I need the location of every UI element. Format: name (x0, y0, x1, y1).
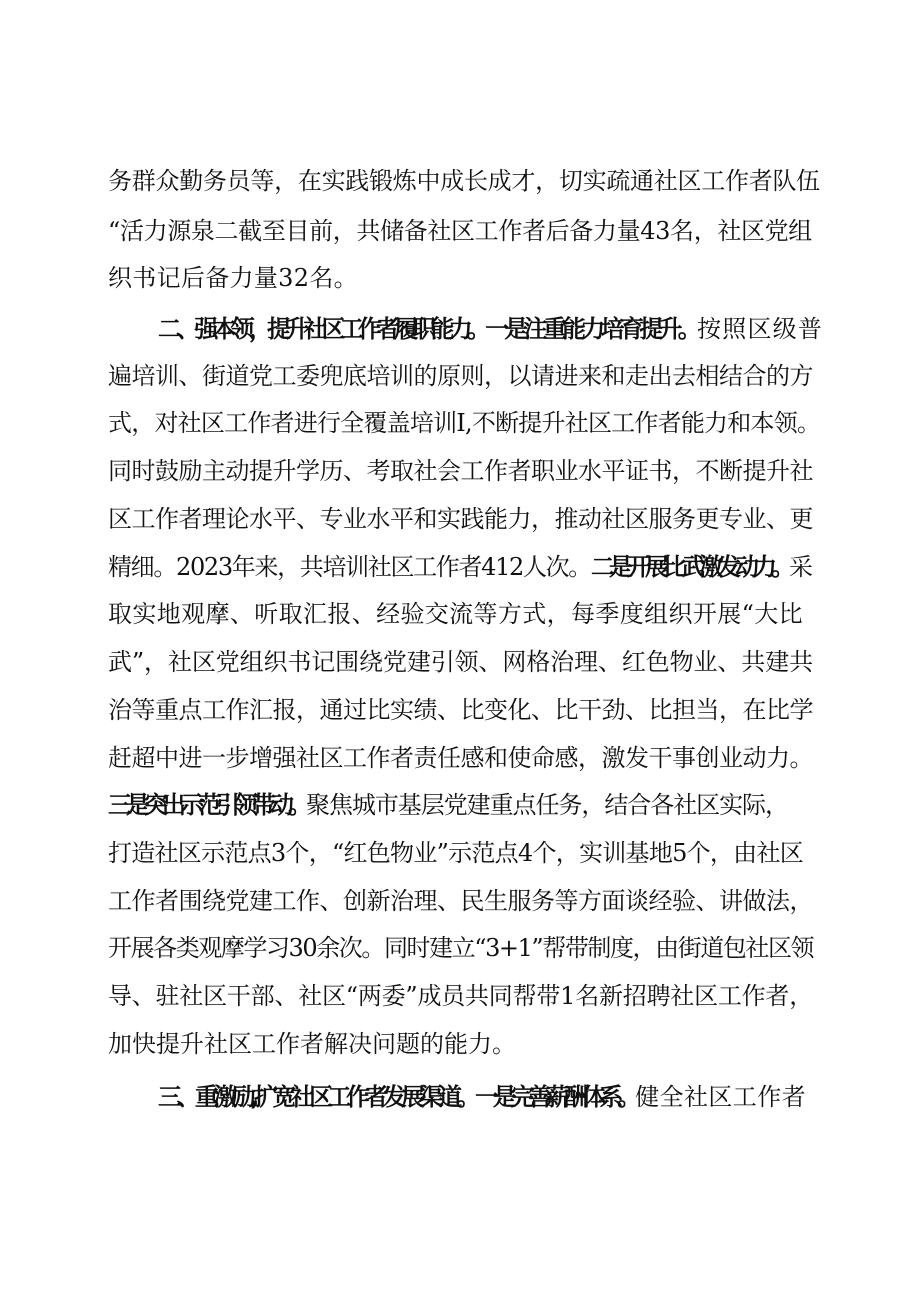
section-heading: 三、重激励,扩宽社区工作者发展渠道。 (158, 1083, 476, 1111)
subheading: 三是突出示范引领带动。 (108, 791, 306, 819)
subheading: 一是完善薪酬体系。 (475, 1083, 636, 1111)
line-text: 赶超中进一步增强社区工作者责任感和使命感，激发干事创业动力。 (108, 744, 813, 772)
text-line (108, 647, 813, 677)
section-heading-line (158, 1082, 806, 1112)
line-text: 打造社区示范点3个，“红色物业”示范点4个，实训基地5个，由社区 (108, 839, 803, 867)
line-text: 织书记后备力量32名。 (108, 264, 358, 292)
line-text: 精细。2023年来，共培训社区工作者412人次。 (108, 553, 591, 581)
line-text: 务群众勤务员等，在实践锻炼中成长成才，切实疏通社区工作者队伍 (108, 167, 820, 195)
text-line (108, 552, 813, 582)
text-line (108, 981, 813, 1011)
subheading: 一是注重能力培育提升。 (485, 315, 698, 343)
line-text: 导、驻社区干部、社区“两委”成员共同帮带1名新招聘社区工作者， (108, 982, 813, 1010)
text-line (108, 263, 358, 293)
line-text: 聚焦城市基层党建重点任务，结合各社区实际， (306, 791, 788, 819)
text-line (108, 886, 813, 916)
line-text: 治等重点工作汇报，通过比实绩、比变化、比干劲、比担当，在比学 (108, 696, 813, 724)
line-text: “活力源泉二截至目前，共储备社区工作者后备力量43名，社区党组 (108, 217, 812, 245)
text-line (108, 216, 812, 246)
line-text: 武”，社区党组织书记围绕党建引领、网格治理、红色物业、共建共 (108, 648, 813, 676)
line-text: 取实地观摩、听取汇报、经验交流等方式，每季度组织开展“大比 (108, 600, 803, 628)
text-line (108, 504, 813, 534)
text-line (108, 1029, 516, 1059)
line-text: 加快提升社区工作者解决问题的能力。 (108, 1030, 516, 1058)
text-line (108, 933, 813, 963)
subheading: 二是开展比武激发动力。 (590, 553, 789, 581)
text-line (108, 408, 820, 438)
text-line (108, 166, 820, 196)
line-text: 区工作者理论水平、专业水平和实践能力，推动社区服务更专业、更 (108, 505, 813, 533)
text-line (108, 838, 803, 868)
line-text: 采 (788, 553, 813, 581)
text-line (108, 361, 813, 391)
text-line (108, 695, 813, 725)
section-heading: 二、强本领，提升社区工作者履职能力。 (158, 315, 486, 343)
text-line (108, 743, 813, 773)
text-line (108, 599, 803, 629)
line-text: 按照区级普 (697, 315, 824, 343)
line-text: 遍培训、街道党工委兜底培训的原则，以请进来和走出去相结合的方 (108, 362, 813, 390)
text-line (108, 790, 788, 820)
text-line (108, 456, 813, 486)
line-text: 健全社区工作者 (635, 1083, 807, 1111)
section-heading-line (158, 314, 823, 344)
line-text: 工作者围绕党建工作、创新治理、民生服务等方面谈经验、讲做法， (108, 887, 813, 915)
line-text: 开展各类观摩学习30余次。同时建立“3+1”帮带制度，由街道包社区领 (108, 934, 814, 962)
line-text: 式，对社区工作者进行全覆盖培训I,不断提升社区工作者能力和本领。 (108, 409, 821, 437)
line-text: 同时鼓励主动提升学历、考取社会工作者职业水平证书，不断提升社 (108, 457, 813, 485)
